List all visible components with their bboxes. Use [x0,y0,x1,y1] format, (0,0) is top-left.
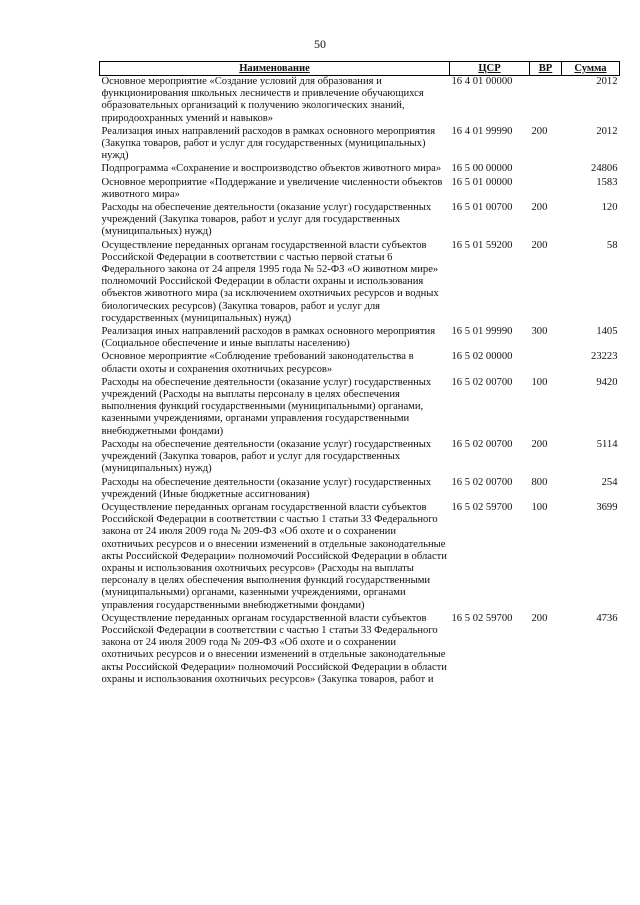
cell-csr: 16 4 01 99990 [451,125,513,137]
cell-sum: 254 [601,476,618,488]
cell-csr: 16 5 01 00700 [451,202,513,214]
cell-sum: 23223 [591,351,618,363]
cell-sum: 1583 [596,176,618,188]
cell-csr: 16 5 01 59200 [451,239,513,251]
cell-sum: 1405 [596,326,618,338]
cell-csr: 16 5 02 00700 [451,438,513,450]
cell-sum: 3699 [596,501,618,513]
cell-name: Осуществление переданных органам государственной власти субъектов Российской Федерации в соответствии с частью 1 статьи 33 Федерального закона от 24 июля 2009 года № 209-ФЗ «Об охоте и о сохранении охотничьих ресурсов и о внесении изменений в отдельные законодательные акты Российской Федерации» полномочий Российской Федерации в области охраны и использования охотничьих ресурсов» (Расходы на выплаты персоналу в целях обеспечения выполнения функций государственными (муниципальными) органами, казенными учреждениями, органами управления государственными внебюджетными фондами) [101,501,447,611]
table-header-row [100,62,620,76]
table-row [100,502,620,613]
header-csr: ЦСР [450,62,530,76]
cell-csr: 16 5 01 00000 [451,176,513,188]
table-row [100,126,620,164]
cell-name: Расходы на обеспечение деятельности (оказание услуг) государственных учреждений (Закупка товаров, работ и услуг для государственных (муниципальных) нужд) [101,438,432,475]
cell-vr [530,177,562,202]
cell-vr [530,163,562,176]
cell-vr [530,351,562,376]
cell-vr: 200 [531,239,548,251]
cell-csr: 16 5 00 00000 [451,163,513,175]
cell-sum: 2012 [596,125,618,137]
table-row [100,377,620,439]
cell-sum: 9420 [596,376,618,388]
header-name: Наименование [100,62,450,76]
table-row [100,439,620,477]
cell-vr: 300 [531,326,548,338]
table-row [100,163,620,176]
cell-vr: 200 [531,612,548,624]
cell-sum: 120 [601,202,618,214]
cell-csr: 16 5 02 00700 [451,376,513,388]
cell-sum: 2012 [596,76,618,87]
cell-name: Реализация иных направлений расходов в рамках основного мероприятия (Социальное обеспечение и иные выплаты населению) [101,326,436,350]
cell-name: Реализация иных направлений расходов в рамках основного мероприятия (Закупка товаров, работ и услуг для государственных (муниципальных) нужд) [101,125,436,162]
cell-csr: 16 5 02 59700 [451,501,513,513]
cell-vr [530,76,562,126]
header-vr: ВР [530,62,562,76]
table-row [100,240,620,326]
table-body [100,76,620,687]
cell-vr: 800 [531,476,548,488]
table-row [100,613,620,687]
budget-table [99,61,620,687]
cell-name: Расходы на обеспечение деятельности (оказание услуг) государственных учреждений (Иные бюджетные ассигнования) [101,476,432,500]
page-number: 50 [314,37,326,51]
cell-name: Расходы на обеспечение деятельности (оказание услуг) государственных учреждений (Закупка товаров, работ и услуг для государственных (муниципальных) нужд) [101,202,432,238]
table-row [100,76,620,126]
cell-name: Расходы на обеспечение деятельности (оказание услуг) государственных учреждений (Расходы на выплаты персоналу в целях обеспечения выполнения функций государственными (муниципальными) органами, казенными учреждениями, органами управления государственными внебюджетными фондами) [101,376,432,437]
header-sum: Сумма [562,62,620,76]
cell-csr: 16 5 01 99990 [451,326,513,338]
cell-name: Основное мероприятие «Поддержание и увеличение численности объектов животного мира» [101,176,443,200]
cell-name: Осуществление переданных органам государственной власти субъектов Российской Федерации в соответствии с частью первой статьи 6 Федерального закона от 24 апреля 1995 года № 52-ФЗ «О животном мире» полномочий Российской Федерации в области охраны и использования объектов животного мира (за исключением охотничьих ресурсов и водных биологических ресурсов) (Закупка товаров, работ и услуг для государственных (муниципальных) нужд) [101,239,439,324]
table-row [100,326,620,351]
cell-csr: 16 5 02 59700 [451,612,513,624]
cell-csr: 16 5 02 00700 [451,476,513,488]
cell-vr: 200 [531,202,548,214]
cell-csr: 16 4 01 00000 [451,76,513,87]
cell-csr: 16 5 02 00000 [451,351,513,363]
table-row [100,351,620,376]
cell-name: Подпрограмма «Сохранение и воспроизводство объектов животного мира» [101,163,442,175]
table-row [100,477,620,502]
table-row [100,177,620,202]
cell-name: Осуществление переданных органам государственной власти субъектов Российской Федерации в соответствии с частью 1 статьи 33 Федерального закона от 24 июля 2009 года № 209-ФЗ «Об охоте и о сохранении охотничьих ресурсов и о внесении изменений в отдельные законодательные акты Российской Федерации» полномочий Российской Федерации в области охраны и использования охотничьих ресурсов» (Закупка товаров, работ и [101,612,447,685]
cell-name: Основное мероприятие «Создание условий для образования и функционирования школьных лесничеств и привлечение обучающихся образовательных организаций к получению экологических знаний, природоохранных умений и навыков» [101,76,424,124]
cell-sum: 4736 [596,612,618,624]
cell-vr: 200 [531,125,548,137]
cell-sum: 58 [606,239,618,251]
cell-name: Основное мероприятие «Соблюдение требований законодательства в области охоты и сохранения охотничьих ресурсов» [101,351,414,375]
cell-sum: 5114 [596,438,618,450]
cell-vr: 100 [531,501,548,513]
cell-vr: 100 [531,376,548,388]
table-row [100,202,620,240]
cell-sum: 24806 [591,163,618,175]
cell-vr: 200 [531,438,548,450]
